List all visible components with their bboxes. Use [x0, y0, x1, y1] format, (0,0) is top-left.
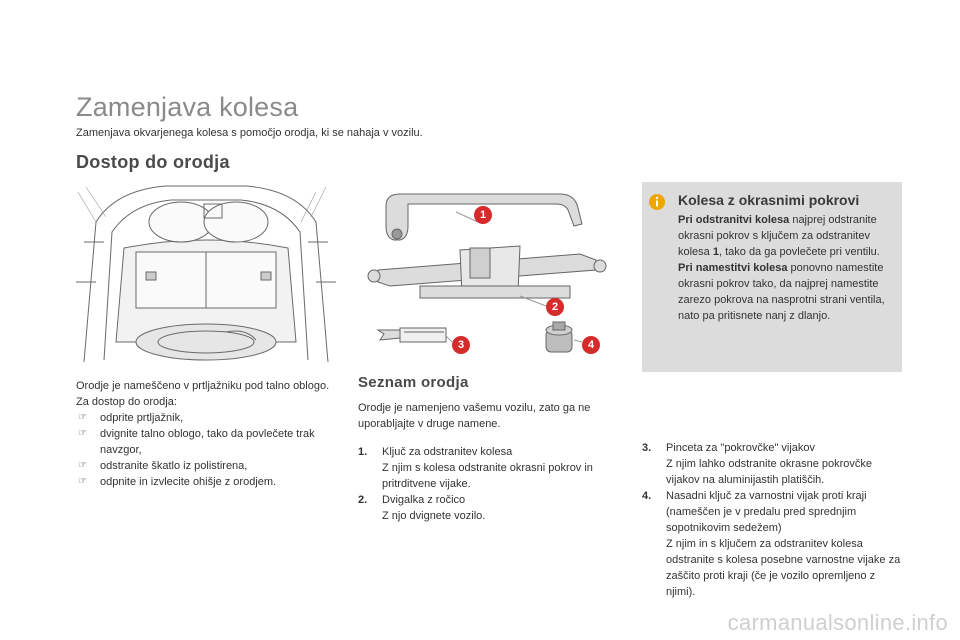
tools-list-left [358, 444, 628, 524]
tool-number: 4. [642, 490, 652, 502]
access-step: ☞ odprite prtljažnik, [76, 410, 336, 426]
tools-intro: Orodje je namenjeno vašemu vozilu, zato ga ne uporabljajte v druge namene. [358, 402, 591, 430]
info-box-title: Kolesa z okrasnimi pokrovi [678, 192, 860, 208]
page-subtitle: Zamenjava okvarjenega kolesa s pomočjo orodja, ki se nahaja v vozilu. [76, 127, 423, 139]
tool-item [358, 444, 628, 492]
tool-description: Z njim in s ključem za odstranitev kolesa odstranite s kolesa posebne varnostne vijake za zaščito proti kraji (če je vozilo opremljeno z njimi). [666, 538, 901, 598]
info-removal-text-2: , tako da ga povlečete pri ventilu. [718, 246, 880, 258]
info-box-text [678, 212, 893, 324]
access-step: ☞ odpnite in izvlecite ohišje z orodjem. [76, 474, 336, 490]
access-paragraph-1: Orodje je nameščeno v prtljažniku pod talno oblogo. [76, 380, 330, 392]
access-step: ☞ dvignite talno oblogo, tako da povlečete trak navzgor, [76, 426, 336, 458]
callout-badge-3: 3 [452, 336, 470, 354]
info-removal-number: 1 [712, 246, 719, 258]
tool-item [642, 488, 902, 600]
access-paragraph-2: Za dostop do orodja: [76, 396, 177, 408]
info-install-text: ponovno namestite okrasni pokrov tako, da najprej namestite zarezo pokrova na nasprotni strani ventila, nato pa pritisnete nanj z dlanjo. [678, 262, 885, 322]
info-icon [648, 193, 666, 211]
tool-name: Nasadni ključ za varnostni vijak proti kraji (nameščen je v predalu pred sprednjim sopotnikovim sedežem) [666, 490, 867, 534]
access-step: ☞ odstranite škatlo iz polistirena, [76, 458, 336, 474]
tool-description: Z njim lahko odstranite okrasne pokrovčke vijakov na aluminijastih platiščih. [666, 458, 873, 486]
access-steps [76, 410, 336, 490]
info-removal-label: Pri odstranitvi kolesa [678, 214, 790, 226]
tool-description: Z njo dvignete vozilo. [382, 510, 486, 522]
callout-badge-1: 1 [474, 206, 492, 224]
tool-item [642, 440, 902, 488]
tools-list-right [642, 440, 902, 600]
callout-badge-4: 4 [582, 336, 600, 354]
section-heading-access: Dostop do orodja [76, 152, 230, 172]
callout-badge-2: 2 [546, 298, 564, 316]
tool-item [358, 492, 628, 524]
info-install-label: Pri namestitvi kolesa [678, 262, 788, 274]
tool-number: 2. [358, 494, 368, 506]
info-removal-text: najprej odstranite okrasni pokrov s ključem za odstranitev kolesa [678, 214, 877, 258]
tool-name: Ključ za odstranitev kolesa [382, 446, 513, 458]
section-heading-tools: Seznam orodja [358, 374, 469, 391]
tool-number: 1. [358, 446, 368, 458]
tool-name: Dvigalka z ročico [382, 494, 466, 506]
tool-description: Z njim s kolesa odstranite okrasni pokrov in pritrditvene vijake. [382, 462, 593, 490]
trunk-illustration [76, 182, 336, 364]
tool-name: Pinceta za "pokrovčke" vijakov [666, 442, 816, 454]
tool-number: 3. [642, 442, 652, 454]
page-title: Zamenjava kolesa [76, 92, 299, 122]
access-text [76, 378, 336, 490]
watermark: carmanualsonline.info [727, 610, 948, 635]
